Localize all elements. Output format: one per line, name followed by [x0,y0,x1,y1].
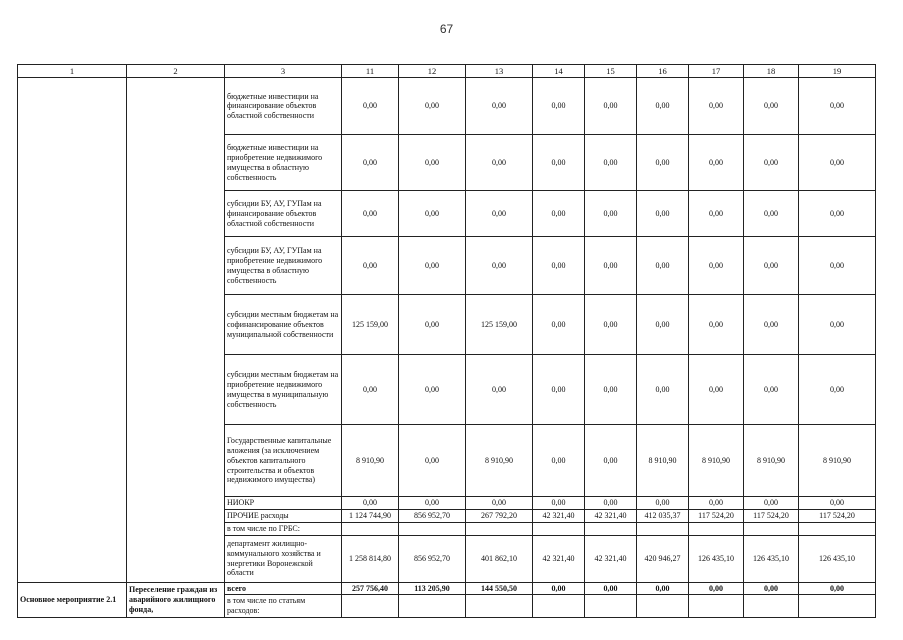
header-cell: 12 [399,65,466,78]
value-cell [799,522,876,535]
row-description: НИОКР [225,497,342,510]
row-description: департамент жилищно-коммунального хозяйства и энергетики Воронежской области [225,535,342,582]
value-cell: 0,00 [637,237,689,295]
value-cell: 117 524,20 [689,510,744,523]
value-cell: 0,00 [585,425,637,497]
sub-value-cell [533,595,585,618]
value-cell: 0,00 [585,78,637,135]
col2-blank-cell [127,78,225,582]
value-cell: 0,00 [585,497,637,510]
value-cell: 0,00 [399,497,466,510]
value-cell: 856 952,70 [399,510,466,523]
value-cell: 0,00 [799,295,876,355]
value-cell: 8 910,90 [466,425,533,497]
value-cell: 0,00 [799,355,876,425]
value-cell: 0,00 [744,295,799,355]
value-cell: 117 524,20 [744,510,799,523]
sub-value-cell [637,595,689,618]
sub-value-cell [744,595,799,618]
header-cell: 15 [585,65,637,78]
value-cell: 0,00 [689,355,744,425]
value-cell: 117 524,20 [799,510,876,523]
value-cell: 0,00 [744,191,799,237]
header-cell: 3 [225,65,342,78]
value-cell: 0,00 [585,355,637,425]
value-cell: 0,00 [342,237,399,295]
value-cell: 0,00 [399,355,466,425]
value-cell: 0,00 [585,191,637,237]
value-cell [637,522,689,535]
row-description: субсидии местным бюджетам на приобретение недвижимого имущества в муниципальную собственность [225,355,342,425]
value-cell: 0,00 [399,191,466,237]
value-cell: 0,00 [689,497,744,510]
value-cell: 0,00 [585,237,637,295]
value-cell [689,522,744,535]
value-cell: 0,00 [466,237,533,295]
value-cell: 0,00 [799,497,876,510]
value-cell: 0,00 [466,191,533,237]
value-cell: 0,00 [399,295,466,355]
value-cell: 0,00 [466,78,533,135]
value-cell: 0,00 [637,191,689,237]
budget-table [17,64,876,618]
value-cell: 0,00 [744,497,799,510]
row-description: в том числе по ГРБС: [225,522,342,535]
value-cell: 0,00 [399,237,466,295]
value-cell: 0,00 [533,191,585,237]
total-label: всего [225,582,342,595]
value-cell: 126 435,10 [689,535,744,582]
value-cell: 126 435,10 [744,535,799,582]
sub-value-cell [466,595,533,618]
total-value-cell: 0,00 [689,582,744,595]
total-value-cell: 144 550,50 [466,582,533,595]
value-cell: 8 910,90 [799,425,876,497]
header-row [18,65,876,78]
header-cell: 16 [637,65,689,78]
row-description: субсидии БУ, АУ, ГУПам на финансирование объектов областной собственности [225,191,342,237]
value-cell: 0,00 [799,191,876,237]
value-cell: 0,00 [342,78,399,135]
value-cell: 0,00 [585,295,637,355]
total-value-cell: 0,00 [744,582,799,595]
row-description: Государственные капитальные вложения (за исключением объектов капитального строительства и объектов недвижимого имущества) [225,425,342,497]
budget-table-body [18,65,876,618]
value-cell: 0,00 [466,355,533,425]
value-cell: 267 792,20 [466,510,533,523]
main-activity-label: Основное мероприятие 2.1 [18,582,127,617]
value-cell: 0,00 [342,355,399,425]
value-cell: 8 910,90 [637,425,689,497]
value-cell: 0,00 [689,191,744,237]
value-cell: 0,00 [637,497,689,510]
value-cell: 0,00 [689,135,744,191]
value-cell: 8 910,90 [342,425,399,497]
value-cell: 42 321,40 [585,510,637,523]
value-cell: 0,00 [744,78,799,135]
value-cell: 0,00 [799,78,876,135]
row-description: бюджетные инвестиции на финансирование объектов областной собственности [225,78,342,135]
value-cell: 42 321,40 [533,535,585,582]
value-cell: 0,00 [533,355,585,425]
value-cell: 0,00 [637,355,689,425]
value-cell: 401 862,10 [466,535,533,582]
value-cell: 0,00 [637,78,689,135]
value-cell [585,522,637,535]
value-cell: 856 952,70 [399,535,466,582]
value-cell: 0,00 [399,425,466,497]
header-cell: 14 [533,65,585,78]
value-cell: 0,00 [342,497,399,510]
value-cell: 0,00 [744,355,799,425]
value-cell: 0,00 [637,135,689,191]
value-cell: 0,00 [637,295,689,355]
value-cell: 126 435,10 [799,535,876,582]
header-cell: 13 [466,65,533,78]
value-cell: 8 910,90 [744,425,799,497]
sub-value-cell [585,595,637,618]
total-value-cell: 257 756,40 [342,582,399,595]
value-cell: 0,00 [689,295,744,355]
header-cell: 17 [689,65,744,78]
row-description: субсидии БУ, АУ, ГУПам на приобретение недвижимого имущества в областную собственность [225,237,342,295]
total-value-cell: 0,00 [533,582,585,595]
value-cell: 0,00 [799,237,876,295]
value-cell: 412 035,37 [637,510,689,523]
value-cell [399,522,466,535]
value-cell: 0,00 [689,237,744,295]
value-cell: 0,00 [744,237,799,295]
header-cell: 1 [18,65,127,78]
sub-value-cell [399,595,466,618]
sub-value-cell [689,595,744,618]
value-cell: 0,00 [533,78,585,135]
value-cell [342,522,399,535]
value-cell: 0,00 [799,135,876,191]
value-cell: 0,00 [342,135,399,191]
total-value-cell: 0,00 [799,582,876,595]
sub-value-cell [342,595,399,618]
value-cell: 0,00 [533,237,585,295]
value-cell: 0,00 [466,135,533,191]
value-cell: 0,00 [744,135,799,191]
sub-label: в том числе по статьям расходов: [225,595,342,618]
value-cell: 0,00 [533,295,585,355]
value-cell: 42 321,40 [585,535,637,582]
value-cell: 1 124 744,90 [342,510,399,523]
main-activity-total-row [18,582,876,595]
value-cell: 42 321,40 [533,510,585,523]
table-row [18,78,876,135]
header-cell: 19 [799,65,876,78]
value-cell: 0,00 [342,191,399,237]
total-value-cell: 0,00 [637,582,689,595]
value-cell: 125 159,00 [466,295,533,355]
header-cell: 11 [342,65,399,78]
value-cell: 125 159,00 [342,295,399,355]
header-cell: 2 [127,65,225,78]
value-cell [533,522,585,535]
value-cell: 0,00 [533,135,585,191]
page-number: 67 [439,22,454,36]
sub-value-cell [799,595,876,618]
row-description: бюджетные инвестиции на приобретение недвижимого имущества в областную собственность [225,135,342,191]
value-cell: 0,00 [533,425,585,497]
value-cell: 1 258 814,80 [342,535,399,582]
value-cell: 0,00 [399,135,466,191]
total-value-cell: 113 205,90 [399,582,466,595]
total-value-cell: 0,00 [585,582,637,595]
row-description: ПРОЧИЕ расходы [225,510,342,523]
row-description: субсидии местным бюджетам на софинансирование объектов муниципальной собственности [225,295,342,355]
header-cell: 18 [744,65,799,78]
value-cell [744,522,799,535]
value-cell: 0,00 [533,497,585,510]
main-activity-name: Переселение граждан из аварийного жилищного фонда, [127,582,225,617]
value-cell: 0,00 [585,135,637,191]
value-cell: 420 946,27 [637,535,689,582]
value-cell: 0,00 [466,497,533,510]
value-cell: 8 910,90 [689,425,744,497]
value-cell: 0,00 [689,78,744,135]
col1-blank-cell [18,78,127,582]
value-cell: 0,00 [399,78,466,135]
value-cell [466,522,533,535]
